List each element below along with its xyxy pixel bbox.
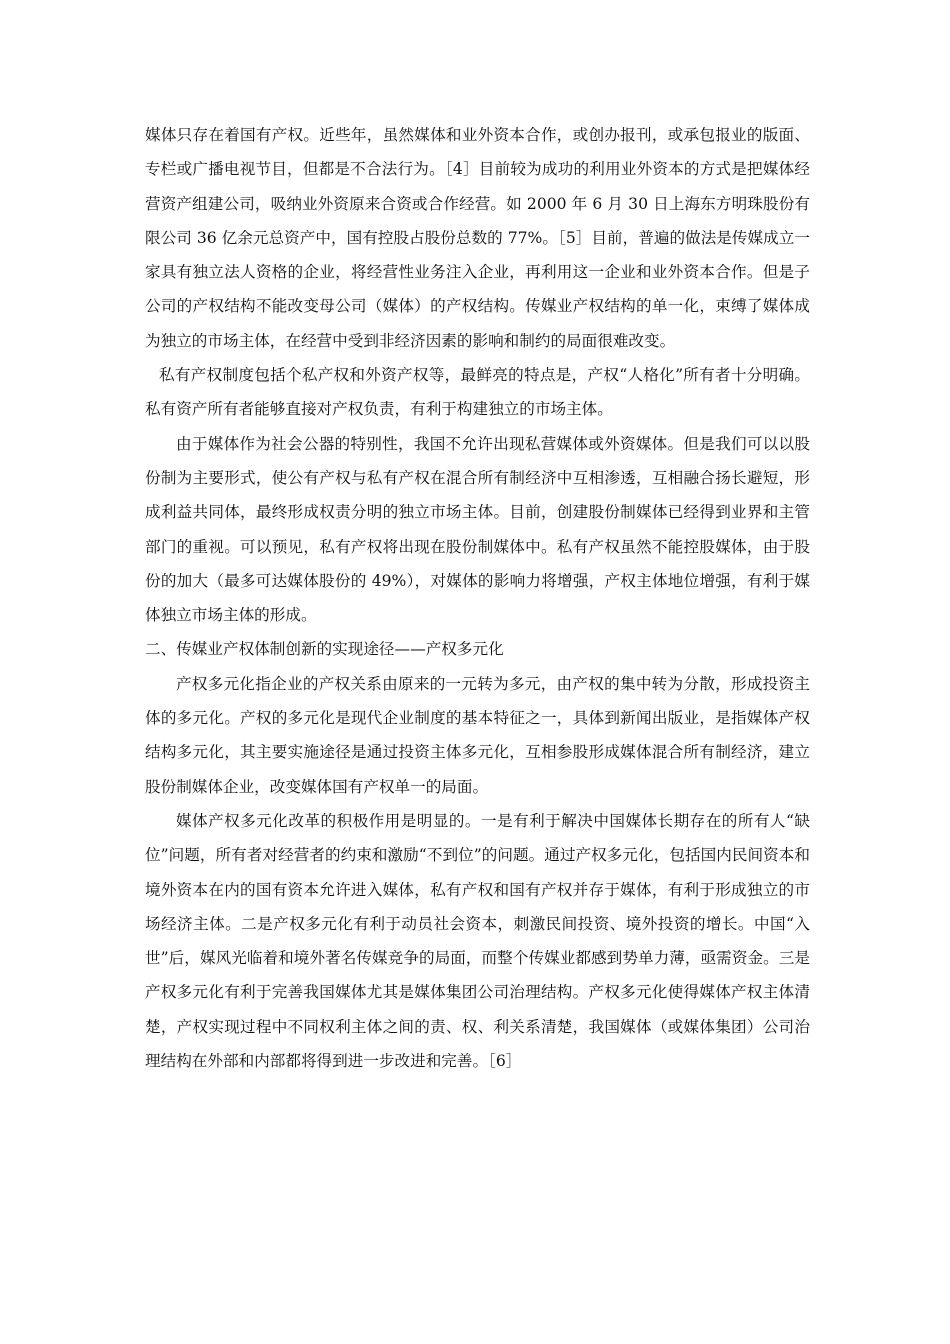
paragraph-shareholding-system: 由于媒体作为社会公器的特别性，我国不允许出现私营媒体或外资媒体。但是我们可以以股份制为主要形式，使公有产权与私有产权在混合所有制经济中互相渗透，互相融合扬长避短，形成利益共同体，最终形成权责分明的独立市场主体。目前，创建股份制媒体已经得到业界和主管部门的重视。可以预见，私有产权将出现在股份制媒体中。私有产权虽然不能控股媒体，由于股份的加大（最多可达媒体股份的 49%），对媒体的影响力将增强，产权主体地位增强，有利于媒体独立市场主体的形成。	[145, 434, 810, 625]
paragraph-property-diversification: 产权多元化指企业的产权关系由原来的一元转为多元，由产权的集中转为分散，形成投资主体的多元化。产权的多元化是现代企业制度的基本特征之一，具体到新闻出版业，是指媒体产权结构多元化，其主要实施途径是通过投资主体多元化，互相参股形成媒体混合所有制经济，建立股份制媒体企业，改变媒体国有产权单一的局面。	[145, 674, 810, 796]
paragraph-reform-benefits: 媒体产权多元化改革的积极作用是明显的。一是有利于解决中国媒体长期存在的所有人“缺位”问题，所有者对经营者的约束和激励“不到位”的问题。通过产权多元化，包括国内民间资本和境外资本在内的国有资本允许进入媒体，私有产权和国有产权并存于媒体，有利于形成独立的市场经济主体。二是产权多元化有利于动员社会资本，刺激民间投资、境外投资的增长。中国“入世”后，媒风光临着和境外著名传媒竞争的局面，而整个传媒业都感到势单力薄，亟需资金。三是产权多元化有利于完善我国媒体尤其是媒体集团公司治理结构。产权多元化使得媒体产权主体清楚，产权实现过程中不同权利主体之间的责、权、利关系清楚，我国媒体（或媒体集团）公司治理结构在外部和内部都将得到进一步改进和完善。［6］	[145, 811, 810, 1071]
paragraph-private-property: 私有产权制度包括个私产权和外资产权等，最鲜亮的特点是，产权“人格化”所有者十分明确。私有资产所有者能够直接对产权负责，有利于构建独立的市场主体。	[145, 366, 810, 419]
section-heading: 二、传媒业产权体制创新的实现途径——产权多元化	[145, 640, 504, 659]
document-body	[145, 118, 810, 1078]
paragraph-media-state-ownership: 媒体只存在着国有产权。近些年，虽然媒体和业外资本合作，或创办报刊，或承包报业的版面、专栏或广播电视节目，但都是不合法行为。［4］目前较为成功的利用业外资本的方式是把媒体经营资产组建公司，吸纳业外资原来合资或合作经营。如 2000 年 6 月 30 日上海东方明珠股份有限公司 36 亿余元总资产中，国有控股占股份总数的 77%。［5］目前，普遍的做法是传媒成立一家具有独立法人资格的企业，将经营性业务注入企业，再利用这一企业和业外资本合作。但是子公司的产权结构不能改变母公司（媒体）的产权结构。传媒业产权结构的单一化，束缚了媒体成为独立的市场主体，在经营中受到非经济因素的影响和制约的局面很难改变。	[145, 126, 810, 350]
